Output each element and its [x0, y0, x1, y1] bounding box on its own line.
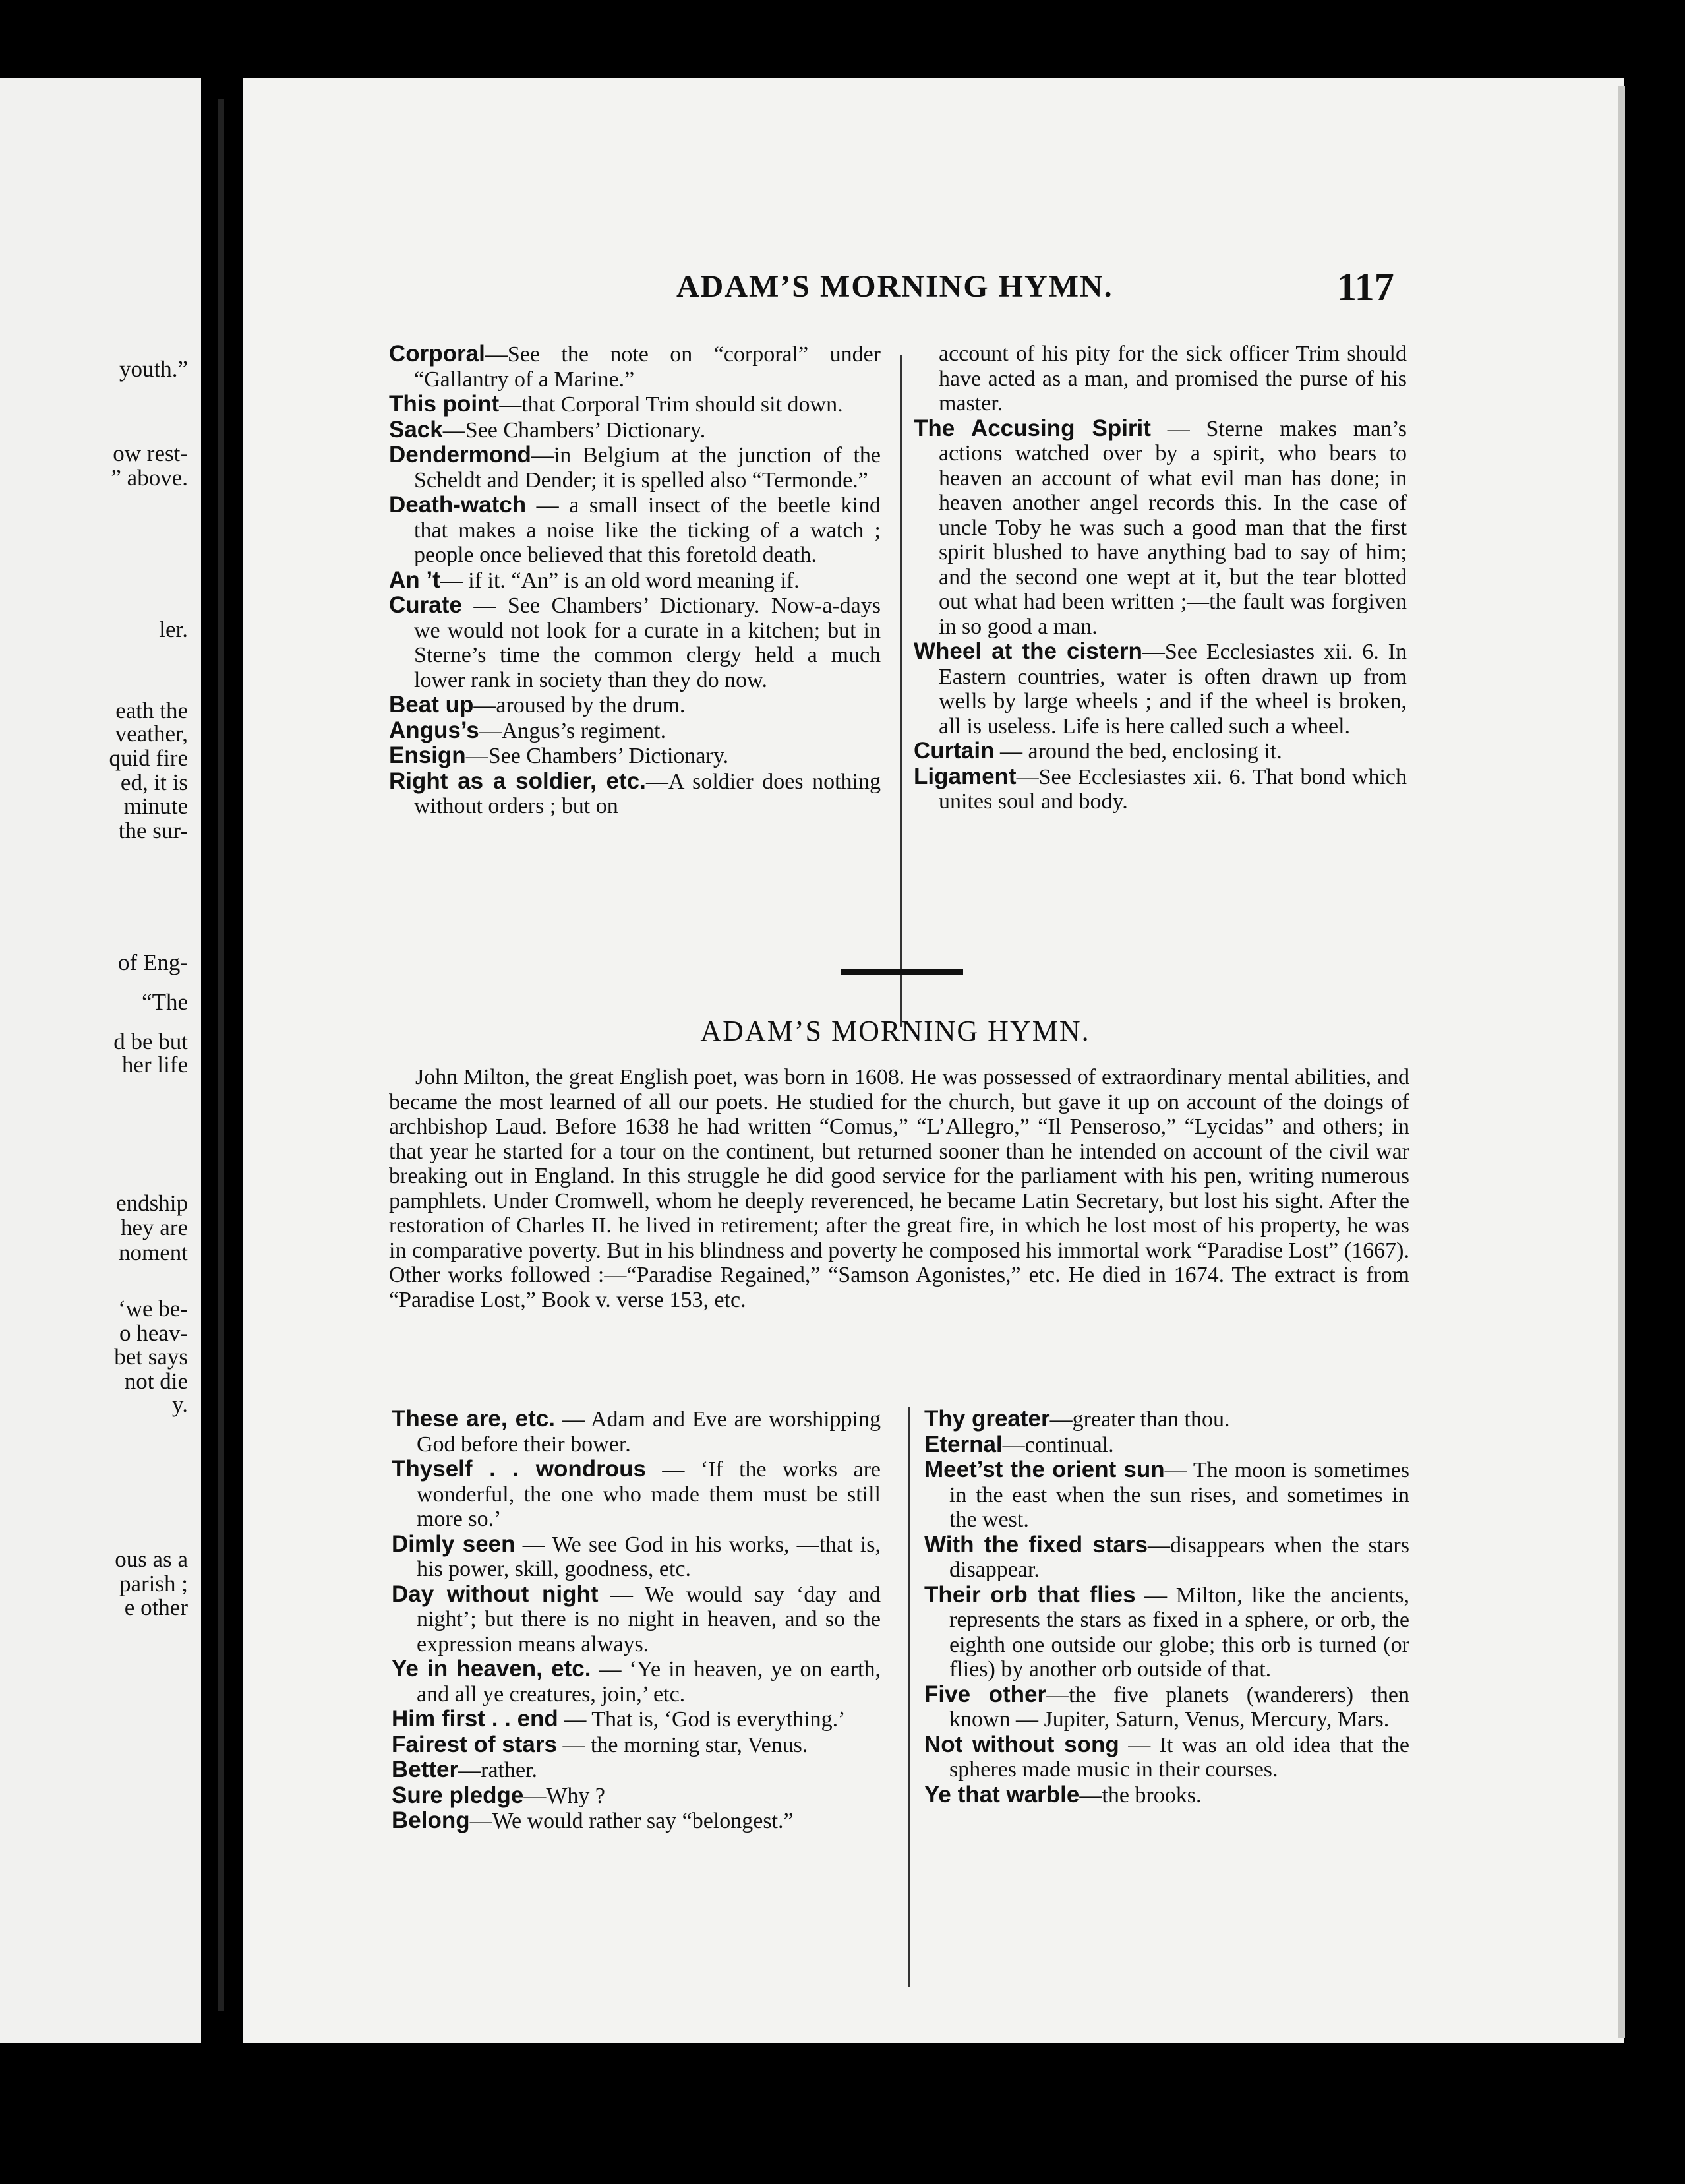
note-term: Thyself . . wondrous	[392, 1456, 646, 1482]
note-entry	[914, 764, 1407, 814]
previous-page-line: ‘we be-	[118, 1296, 188, 1321]
note-term: Meet’st the orient sun	[924, 1457, 1165, 1482]
previous-page-line: minute	[123, 793, 188, 819]
note-entry	[924, 1407, 1409, 1432]
note-text: —See the note on “corporal” under “Gallantry of a Marine.”	[414, 342, 881, 392]
previous-page-line: youth.”	[119, 356, 188, 382]
binding-gutter	[218, 99, 224, 2011]
note-text: —the five planets (wanderers) then known — Jupiter, Saturn, Venus, Mercury, Mars.	[949, 1682, 1409, 1732]
running-head	[243, 264, 1624, 311]
page-number: 117	[1337, 265, 1394, 309]
note-entry	[389, 718, 881, 744]
note-text: — Sterne makes man’s actions watched over by a spirit, who bears to heaven an account of what evil man has done; in heaven another angel records this. In the case of uncle Toby he was such a good man that the first spirit blushed to have anything bad to say of him; and the second one wept at it, but the tear blotted out what had been written ;—the fault was forgiven in so good a man.	[939, 416, 1407, 639]
note-text: —A soldier does nothing without orders ; but on	[414, 769, 881, 818]
note-text: —See Chambers’ Dictionary.	[465, 744, 729, 768]
note-entry	[392, 1757, 881, 1783]
note-term: Better	[392, 1757, 459, 1782]
previous-page-line: ous as a	[115, 1546, 188, 1572]
note-text: — We would say ‘day and night’; but there is no night in heaven, and so the expression means always.	[417, 1582, 881, 1656]
note-term: These are, etc.	[392, 1406, 555, 1432]
note-term: Angus’s	[389, 717, 479, 743]
note-text: —greater than thou.	[1049, 1407, 1230, 1432]
notes-bottom-right-column	[924, 1407, 1409, 1807]
note-term: Curate	[389, 592, 462, 618]
note-text: — Adam and Eve are worshipping God before their bower.	[417, 1407, 881, 1457]
book-page	[243, 78, 1624, 2043]
note-text: — ‘If the works are wonderful, the one who made them must be still more so.’	[417, 1457, 881, 1531]
note-entry	[924, 1532, 1409, 1583]
note-text: —in Belgium at the junction of the Scheldt and Dender; it is spelled also “Termonde.”	[414, 443, 881, 493]
page-edge	[1618, 86, 1625, 2038]
previous-page-line: hey are	[120, 1215, 188, 1240]
section-rule	[841, 969, 963, 975]
note-term: Dendermond	[389, 442, 531, 468]
previous-page-line: “The	[142, 989, 188, 1015]
note-text: — See Chambers’ Dictionary. Now-a-days we would not look for a curate in a kitchen; but in Sterne’s time the common clergy held a much lower rank in society than they do now.	[414, 593, 881, 692]
note-text: —See Ecclesiastes xii. 6. That bond which unites soul and body.	[939, 764, 1407, 814]
note-entry	[392, 1656, 881, 1707]
note-term: The Accusing Spirit	[914, 415, 1151, 441]
note-term: Right as a soldier, etc.	[389, 768, 646, 794]
note-term: Him first . . end	[392, 1706, 558, 1732]
note-text: — around the bed, enclosing it.	[994, 739, 1282, 764]
note-term: This point	[389, 391, 500, 417]
column-divider-top	[900, 355, 902, 1027]
previous-page-line: of Eng-	[118, 950, 188, 975]
note-entry	[924, 1583, 1409, 1682]
note-entry	[389, 593, 881, 692]
running-title: ADAM’S MORNING HYMN.	[676, 269, 1113, 304]
note-text: —the brooks.	[1079, 1782, 1202, 1807]
intro-paragraph: John Milton, the great English poet, was born in 1608. He was possessed of extraordinary mental abilities, and became the most learned of all our poets. He studied for the church, but gave it up on account of the doings of archbishop Laud. Before 1638 he had written “Comus,” “L’Allegro,” “Il Penseroso,” “Lycidas” and others; in that year he started for a tour on the continent, but returned sooner than he intended on account of the civil war breaking out in England. In this struggle he did good service for the parliament with his pen, writing numerous pamphlets. Under Cromwell, whom he deeply reverenced, he became Latin Secretary, but lost his sight. After the restoration of Charles II. he lived in retirement; after the great fire, in which he lost most of his property, he was in comparative poverty. But in his blindness and poverty he composed his immortal work “Paradise Lost” (1667). Other works followed :—“Paradise Regained,” “Samson Agonistes,” etc. He died in 1674. The extract is from “Paradise Lost,” Book v. verse 153, etc.	[389, 1065, 1409, 1312]
note-term: Five other	[924, 1681, 1047, 1707]
note-entry	[924, 1782, 1409, 1808]
note-entry	[392, 1808, 881, 1834]
note-entry	[392, 1457, 881, 1532]
note-term: Their orb that flies	[924, 1581, 1136, 1608]
column-divider-bottom	[908, 1407, 910, 1987]
previous-page-line: ed, it is	[120, 770, 188, 795]
previous-page-line: bet says	[114, 1344, 188, 1370]
note-entry	[389, 568, 881, 593]
previous-page-line: eath the	[115, 698, 188, 723]
note-entry	[924, 1432, 1409, 1458]
previous-page-line: her life	[121, 1052, 188, 1077]
note-term: Eternal	[924, 1431, 1003, 1457]
note-entry	[392, 1407, 881, 1457]
note-entry	[389, 442, 881, 493]
note-entry	[392, 1783, 881, 1809]
previous-page-line: veather,	[115, 721, 188, 746]
note-term: Fairest of stars	[392, 1731, 557, 1757]
note-term: Wheel at the cistern	[914, 638, 1142, 664]
note-text: —Angus’s regiment.	[479, 718, 666, 743]
note-term: Dimly seen	[392, 1531, 516, 1557]
note-term: Sure pledge	[392, 1782, 524, 1808]
note-entry	[924, 1457, 1409, 1532]
previous-page-line: the sur-	[118, 818, 188, 843]
note-entry	[914, 416, 1407, 640]
note-term: Ligament	[914, 763, 1017, 789]
note-text: —disappears when the stars disappear.	[949, 1532, 1409, 1582]
previous-page-line: d be but	[113, 1029, 188, 1054]
note-term: Beat up	[389, 692, 474, 717]
note-term: Sack	[389, 416, 443, 442]
note-text: —We would rather say “belongest.”	[469, 1809, 794, 1833]
note-text: — It was an old idea that the spheres made music in their courses.	[949, 1732, 1409, 1782]
note-term: Ensign	[389, 743, 466, 768]
note-entry	[392, 1532, 881, 1582]
note-term: An ’t	[389, 566, 440, 593]
note-entry	[914, 342, 1407, 416]
note-text: —See Chambers’ Dictionary.	[442, 417, 706, 442]
notes-bottom-left-column	[392, 1407, 881, 1834]
previous-page-line: endship	[116, 1190, 188, 1216]
note-entry	[389, 342, 881, 392]
note-text: — That is, ‘God is everything.’	[558, 1707, 846, 1732]
note-entry	[389, 392, 881, 417]
previous-page-line: ler.	[159, 617, 188, 642]
previous-page-fragment	[0, 78, 201, 2043]
note-text: —that Corporal Trim should sit down.	[499, 392, 843, 417]
note-entry	[392, 1582, 881, 1657]
note-text: —aroused by the drum.	[473, 693, 686, 717]
note-term: Belong	[392, 1807, 470, 1833]
previous-page-line: o heav-	[119, 1320, 188, 1346]
note-entry	[924, 1732, 1409, 1782]
previous-page-line: y.	[172, 1391, 188, 1417]
note-entry	[914, 739, 1407, 764]
note-text: account of his pity for the sick officer Trim should have acted as a man, and promised the purse of his master.	[939, 342, 1407, 415]
note-text: — a small insect of the beetle kind that makes a noise like the ticking of a watch ; people once believed that this foretold death.	[414, 493, 881, 567]
note-text: — Milton, like the ancients, represents the stars as fixed in a sphere, or orb, the eighth one outside our globe; this orb is turned (or flies) by another orb outside of that.	[949, 1583, 1409, 1682]
previous-page-line: e other	[124, 1594, 188, 1620]
previous-page-line: ow rest-	[113, 440, 188, 466]
note-text: — ‘Ye in heaven, ye on earth, and all ye creatures, join,’ etc.	[417, 1657, 881, 1707]
note-term: Ye in heaven, etc.	[392, 1656, 591, 1682]
note-entry	[389, 769, 881, 819]
note-term: Thy greater	[924, 1406, 1050, 1432]
previous-page-line: quid fire	[109, 745, 188, 771]
note-term: Curtain	[914, 738, 995, 764]
notes-top-left-column	[389, 342, 881, 819]
note-term: Ye that warble	[924, 1781, 1080, 1807]
note-text: — The moon is sometimes in the east when the sun rises, and sometimes in the west.	[949, 1458, 1409, 1532]
note-entry	[389, 417, 881, 443]
note-term: Corporal	[389, 341, 485, 367]
note-entry	[389, 692, 881, 718]
previous-page-line: not die	[124, 1368, 188, 1394]
note-entry	[914, 639, 1407, 739]
note-entry	[924, 1682, 1409, 1732]
note-text: — if it. “An” is an old word meaning if.	[440, 568, 800, 593]
note-term: Death-watch	[389, 492, 527, 518]
note-text: — the morning star, Venus.	[556, 1732, 808, 1757]
note-entry	[392, 1707, 881, 1732]
note-entry	[389, 493, 881, 568]
note-text: — We see God in his works, —that is, his power, skill, goodness, etc.	[417, 1532, 881, 1581]
note-term: Day without night	[392, 1581, 599, 1607]
note-entry	[392, 1732, 881, 1758]
note-text: —rather.	[458, 1758, 538, 1782]
note-text: —Why ?	[523, 1783, 606, 1808]
previous-page-line: parish ;	[119, 1571, 188, 1596]
previous-page-line: ” above.	[111, 465, 188, 491]
note-entry	[389, 743, 881, 769]
previous-page-line: noment	[119, 1240, 188, 1265]
section-title: ADAM’S MORNING HYMN.	[700, 1015, 1090, 1047]
note-term: Not without song	[924, 1731, 1119, 1757]
note-text: —continual.	[1002, 1432, 1114, 1457]
notes-top-right-column	[914, 342, 1407, 814]
note-term: With the fixed stars	[924, 1531, 1148, 1558]
note-text: —See Ecclesiastes xii. 6. In Eastern countries, water is often drawn up from wells by large wheels ; and if the wheel is broken, all is useless. Life is here called such a wheel.	[939, 640, 1407, 739]
